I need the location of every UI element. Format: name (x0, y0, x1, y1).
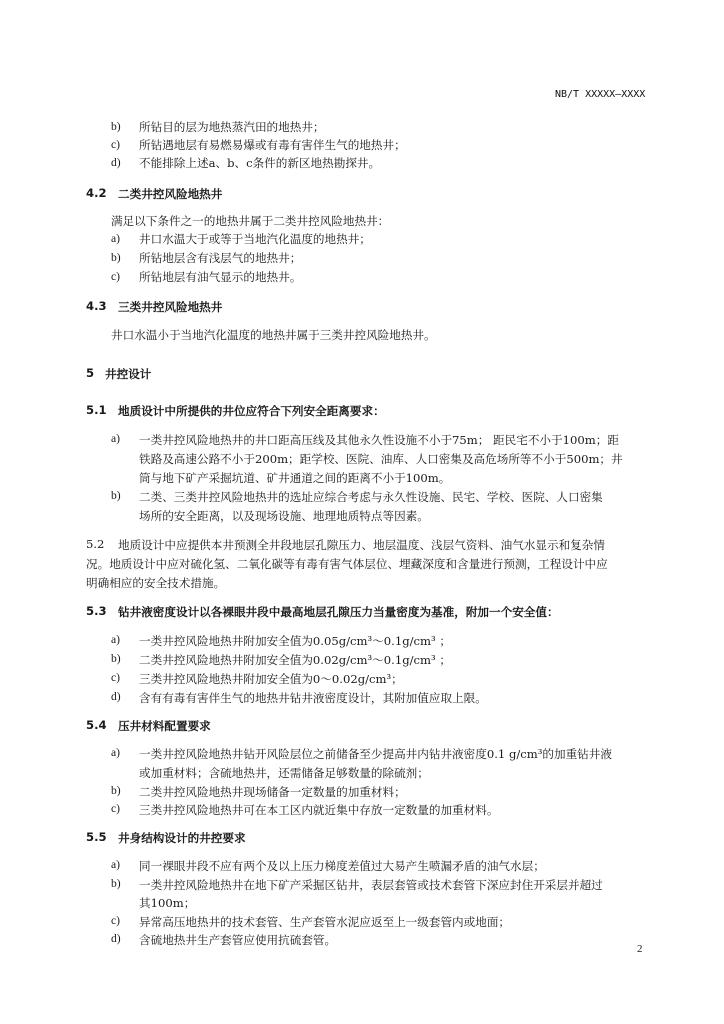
list-text: 二类井控风险地热井附加安全值为0.02g/cm³～0.1g/cm³ ； (139, 653, 451, 667)
list-marker: b) (111, 489, 121, 502)
section-number: 5.3 (86, 604, 107, 618)
section-body: 井口水温小于当地汽化温度的地热井属于三类井控风险地热井。 (111, 328, 436, 342)
section-number: 5.5 (86, 830, 107, 844)
list-marker: b) (111, 652, 121, 665)
list-marker: d) (111, 156, 121, 169)
list-text-line: 同一裸眼井段不应有两个及以上压力梯度差值过大易产生喷漏矛盾的油气水层； (139, 859, 545, 873)
list-text: 井口水温大于或等于当地汽化温度的地热井； (139, 232, 371, 246)
list-marker: c) (111, 671, 121, 684)
list-marker: a) (111, 633, 121, 646)
list-text-line: 一类井控风险地热井钻开风险层位之前储备至少提高井内钻井液密度0.1 g/cm³的加重钻井液 (139, 747, 612, 761)
list-text: 三类井控风险地热井附加安全值为0～0.02g/cm³； (139, 672, 403, 686)
list-marker: a) (111, 232, 121, 245)
list-text: 所钻地层有油气显示的地热井。 (139, 270, 302, 284)
list-marker: b) (111, 877, 121, 890)
list-marker: a) (111, 746, 121, 759)
page-number: 2 (637, 943, 643, 955)
section-number: 5.2 (86, 537, 105, 551)
section-number: 4.3 (86, 299, 107, 313)
list-marker: a) (111, 432, 121, 445)
list-text-line: 一类井控风险地热井在地下矿产采掘区钻井，表层套管或技术套管下深应封住开采层并超过 (139, 878, 603, 892)
list-marker: a) (111, 858, 121, 871)
list-text-line: 一类井控风险地热井的井口距高压线及其他永久性设施不小于75m； 距民宅不小于100m；距 (139, 433, 619, 447)
list-text-line: 场所的安全距离，以及现场设施、地理地质特点等因素。 (139, 509, 429, 523)
paragraph-line: 况。地质设计中应对硫化氢、二氧化碳等有毒有害气体层位、埋藏深度和含量进行预测，工程设计中应 (86, 557, 608, 571)
list-marker: c) (111, 914, 121, 927)
section-title: 钻井液密度设计以各裸眼井段中最高地层孔隙压力当量密度为基准，附加一个安全值： (118, 605, 559, 619)
list-text: 不能排除上述a、b、c条件的新区地热勘探井。 (139, 156, 381, 170)
list-text-line: 铁路及高速公路不小于200m；距学校、医院、油库、人口密集及高危场所等不小于500m；井 (139, 452, 623, 466)
list-marker: b) (111, 120, 121, 133)
list-marker: b) (111, 251, 121, 264)
section-title: 压井材料配置要求 (118, 719, 211, 733)
list-text-line: 或加重材料；含硫地热井，还需储备足够数量的除硫剂； (139, 766, 429, 780)
list-text-line: 二类、三类井控风险地热井的选址应综合考虑与永久性设施、民宅、学校、医院、人口密集 (139, 490, 603, 504)
section-title: 井身结构设计的井控要求 (118, 831, 246, 845)
section-intro: 满足以下条件之一的地热井属于二类井控风险地热井： (111, 214, 390, 228)
section-number: 5.4 (86, 718, 107, 732)
paragraph-line: 明确相应的安全技术措施。 (86, 576, 226, 590)
list-marker: c) (111, 270, 121, 283)
section-title: 二类井控风险地热井 (118, 187, 223, 201)
section-title: 地质设计中所提供的井位应符合下列安全距离要求： (118, 404, 385, 418)
list-text: 所钻地层含有浅层气的地热井； (139, 251, 302, 265)
list-text: 含有有毒有害伴生气的地热井钻井液密度设计，其附加值应取上限。 (139, 691, 487, 705)
list-text: 一类井控风险地热井附加安全值为0.05g/cm³～0.1g/cm³ ； (139, 634, 451, 648)
list-text-line: 筒与地下矿产采掘坑道、矿井通道之间的距离不小于100m。 (139, 471, 451, 485)
section-number: 4.2 (86, 186, 107, 200)
standard-code: NB/T XXXXX—XXXX (555, 89, 646, 100)
list-marker: d) (111, 932, 121, 945)
section-number: 5.1 (86, 403, 107, 417)
list-text-line: 三类井控风险地热井可在本工区内就近集中存放一定数量的加重材料。 (139, 803, 499, 817)
list-marker: b) (111, 784, 121, 797)
list-text-line: 二类井控风险地热井现场储备一定数量的加重材料； (139, 785, 406, 799)
section-title: 三类井控风险地热井 (118, 300, 223, 314)
list-text-line: 异常高压地热井的技术套管、生产套管水泥应返至上一级套管内或地面； (139, 915, 511, 929)
list-text-line: 含硫地热井生产套管应使用抗硫套管。 (139, 933, 337, 947)
list-marker: d) (111, 690, 121, 703)
list-text: 所钻遇地层有易燃易爆或有毒有害伴生气的地热井； (139, 138, 406, 152)
paragraph-line: 地质设计中应提供本井预测全井段地层孔隙压力、地层温度、浅层气资料、油气水显示和复杂情 (118, 538, 605, 552)
list-marker: c) (111, 138, 121, 151)
list-text-line: 其100m； (139, 896, 196, 910)
chapter-title: 井控设计 (105, 367, 152, 381)
list-text: 所钻目的层为地热蒸汽田的地热井； (139, 120, 325, 134)
list-marker: c) (111, 802, 121, 815)
chapter-number: 5 (86, 366, 95, 380)
